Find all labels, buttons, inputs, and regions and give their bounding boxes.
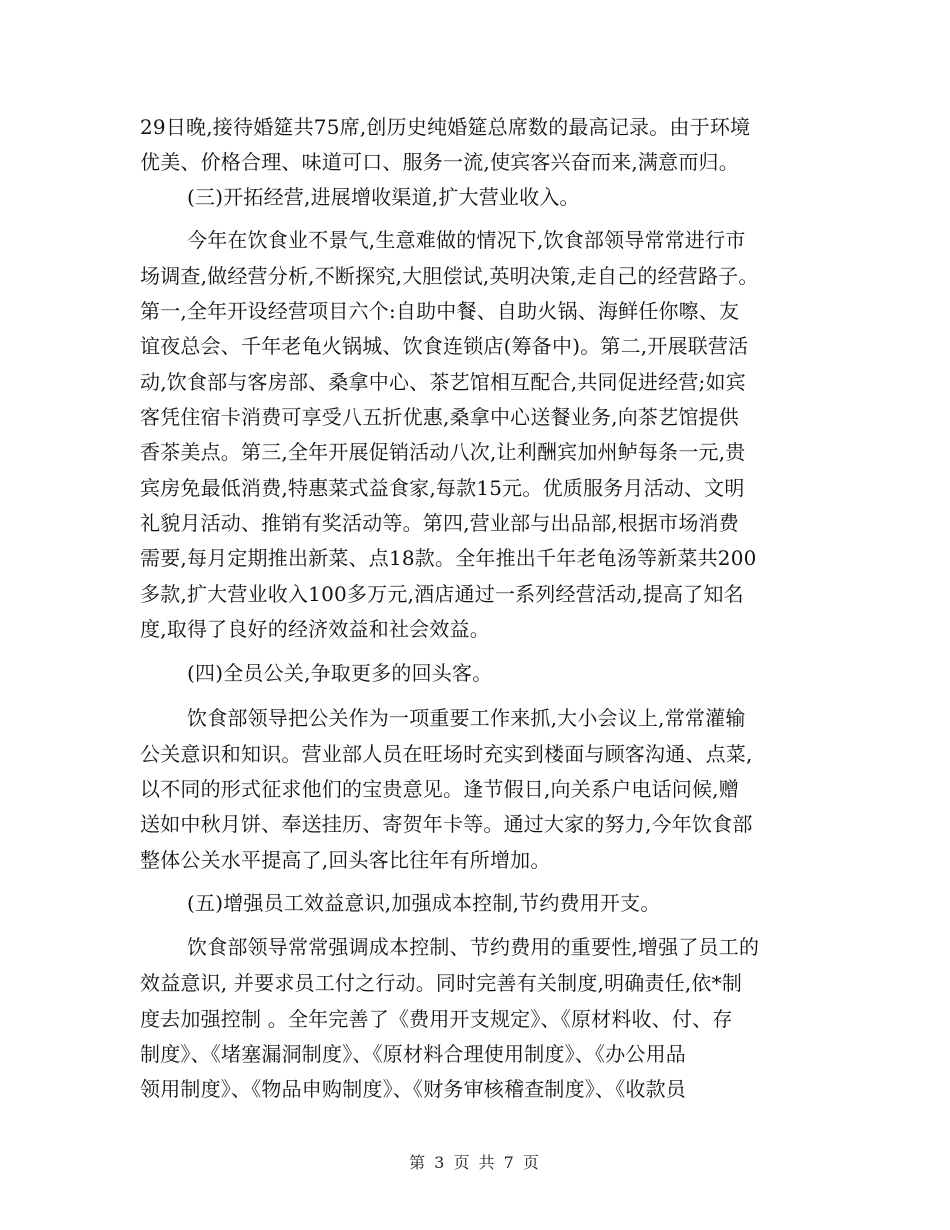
paragraph-line: 领用制度》、《物品申购制度》、《财务审核稽查制度》、《收款员 (140, 1077, 686, 1101)
paragraph-line: 场调查,做经营分析,不断探究,大胆偿试,英明决策,走自己的经营路子。 (140, 264, 759, 288)
paragraph-line: 优美、价格合理、味道可口、服务一流,使宾客兴奋而来,满意而归。 (140, 150, 739, 174)
section-heading: (三)开拓经营,进展增收渠道,扩大营业收入。 (187, 185, 580, 209)
paragraph-line: 送如中秋月饼、奉送挂历、寄贺年卡等。通过大家的努力,今年饮食部 (140, 812, 753, 836)
paragraph-line: 宾房免最低消费,特惠菜式益食家,每款15元。优质服务月活动、文明 (140, 476, 745, 500)
paragraph-line: 公关意识和知识。营业部人员在旺场时充实到楼面与顾客沟通、点菜, (140, 742, 753, 766)
paragraph-line: 需要,每月定期推出新菜、点18款。全年推出千年老龟汤等新菜共200 (140, 546, 757, 570)
paragraph-line: 饮食部领导常常强调成本控制、节约费用的重要性,增强了员工的 (187, 935, 760, 959)
paragraph-line: 第一,全年开设经营项目六个:自助中餐、自助火锅、海鲜任你嚓、友 (140, 299, 740, 323)
paragraph-line: 多款,扩大营业收入100多万元,酒店通过一系列经营活动,提高了知名 (140, 582, 744, 606)
paragraph-line: 整体公关水平提高了,回头客比往年有所增加。 (140, 848, 551, 872)
paragraph-line: 度,取得了良好的经济效益和社会效益。 (140, 617, 490, 641)
paragraph-line: 度去加强控制 。全年完善了《费用开支规定》、《原材料收、付、存 (140, 1007, 733, 1031)
paragraph-line: 礼貌月活动、推销有奖活动等。第四,营业部与出品部,根据市场消费 (140, 511, 739, 535)
paragraph-line: 效益意识, 并要求员工付之行动。同时完善有关制度,明确责任,依*制 (140, 971, 743, 995)
paragraph-line: 谊夜总会、千年老龟火锅城、饮食连锁店(筹备中)。第二,开展联营活 (140, 334, 749, 358)
paragraph-line: 以不同的形式征求他们的宝贵意见。逢节假日,向关系户电话问候,赠 (140, 777, 739, 801)
paragraph-line: 动,饮食部与客房部、桑拿中心、茶艺馆相互配合,共同促进经营;如宾 (140, 370, 746, 394)
section-heading: (四)全员公关,争取更多的回头客。 (187, 661, 493, 685)
paragraph-line: 今年在饮食业不景气,生意难做的情况下,饮食部领导常常进行市 (187, 228, 746, 252)
page-number-footer: 第 3 页 共 7 页 (409, 1153, 541, 1172)
paragraph-line: 29日晚,接待婚筵共75席,创历史纯婚筵总席数的最高记录。由于环境 (140, 115, 751, 139)
paragraph-line: 香茶美点。第三,全年开展促销活动八次,让利酬宾加州鲈每条一元,贵 (140, 440, 746, 464)
section-heading: (五)增强员工效益意识,加强成本控制,节约费用开支。 (187, 891, 661, 915)
paragraph-line: 客凭住宿卡消费可享受八五折优惠,桑拿中心送餐业务,向茶艺馆提供 (140, 405, 739, 429)
paragraph-line: 饮食部领导把公关作为一项重要工作来抓,大小会议上,常常灌输 (187, 706, 746, 730)
paragraph-line: 制度》、《堵塞漏洞制度》、《原材料合理使用制度》、《办公用品 (140, 1042, 686, 1066)
